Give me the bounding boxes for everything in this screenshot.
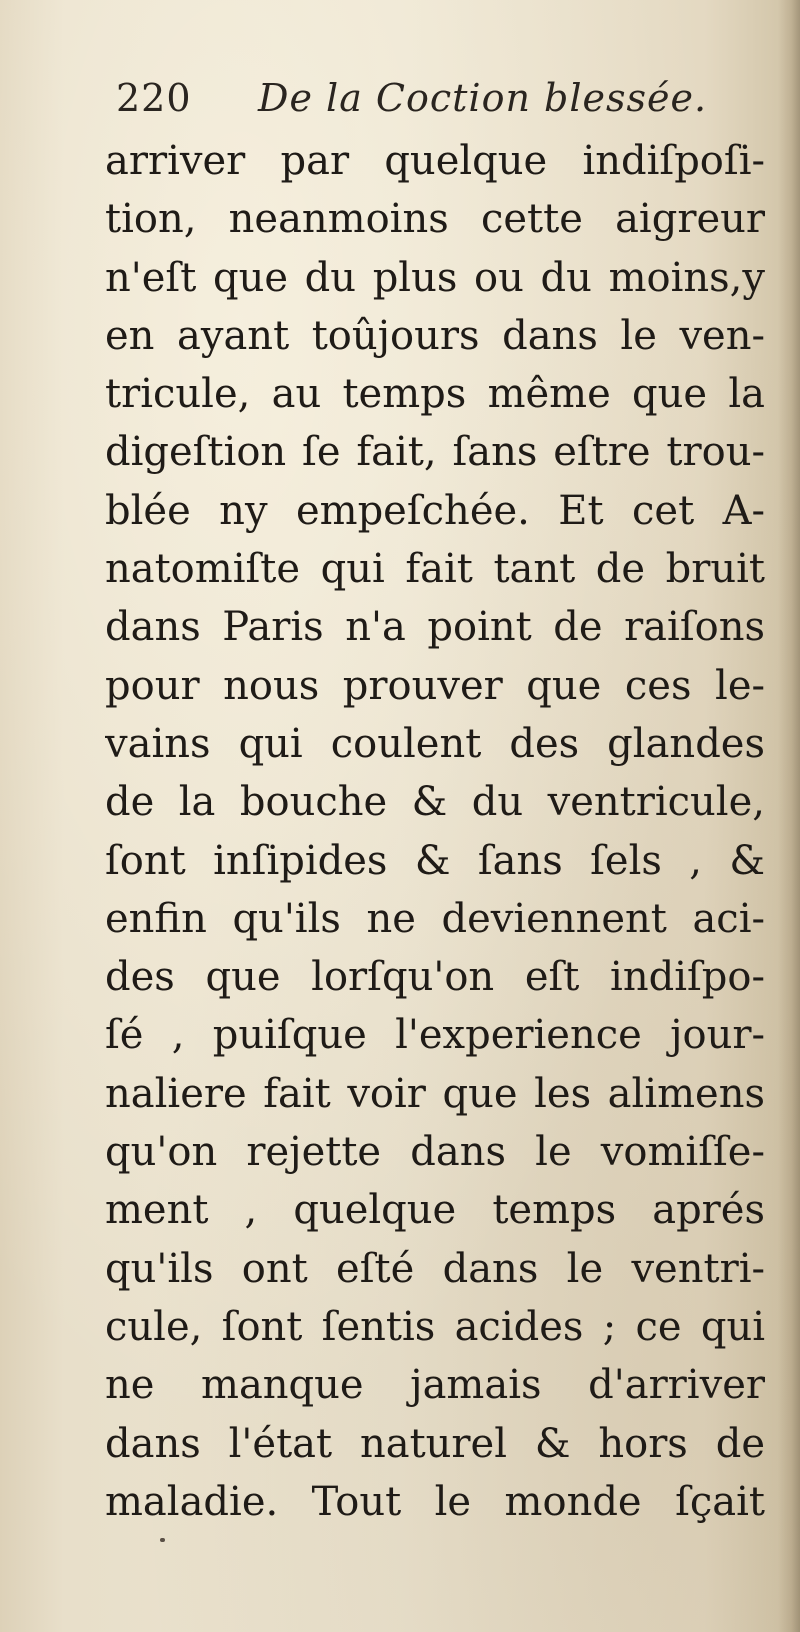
text-line: naliere fait voir que les alimens [105, 1070, 765, 1117]
text-line: arriver par quelque indiſpoſi- [105, 138, 765, 184]
text-line: pour nous prouver que ces le- [105, 662, 765, 709]
text-line: de la bouche & du ventricule, [105, 779, 765, 826]
body-text [105, 132, 765, 1531]
text-line: qu'ils ont eſté dans le ventri- [105, 1245, 765, 1292]
text-line: tion, neanmoins cette aigreur [105, 196, 765, 243]
page-edge-shadow [778, 0, 800, 1632]
page-header [110, 72, 750, 136]
text-line: natomiſte qui fait tant de bruit [105, 546, 765, 593]
text-line: cule, ſont ſentis acides ; ce qui [105, 1303, 765, 1350]
text-line: en ayant toûjours dans le ven- [105, 312, 765, 359]
text-line: vains qui coulent des glandes [105, 720, 765, 767]
text-line: dans l'état naturel & hors de [105, 1420, 765, 1467]
text-line: digeſtion ſe fait, ſans eſtre trou- [105, 429, 765, 476]
text-line: qu'on rejette dans le vomiſſe- [105, 1129, 765, 1176]
text-line: enfin qu'ils ne deviennent aci- [105, 895, 765, 942]
text-line: des que lorſqu'on eſt indiſpo- [105, 954, 765, 1001]
text-line: n'eſt que du plus ou du moins,y [105, 254, 765, 301]
text-line: tricule, au temps même que la [105, 371, 765, 418]
text-line: ſont inſipides & ſans ſels , & [105, 837, 765, 884]
text-line: dans Paris n'a point de raiſons [105, 604, 765, 651]
text-line: ſé , puiſque l'experience jour- [105, 1012, 765, 1059]
text-line: ne manque jamais d'arriver [105, 1362, 765, 1409]
text-line: blée ny empeſchée. Et cet A- [105, 487, 765, 534]
ink-speck [160, 1538, 165, 1542]
page-number: 220 [116, 76, 192, 120]
running-head: De la Coction blessée. [258, 76, 708, 120]
text-line: maladie. Tout le monde ſçait [105, 1478, 765, 1525]
text-line: ment , quelque temps aprés [105, 1187, 765, 1234]
